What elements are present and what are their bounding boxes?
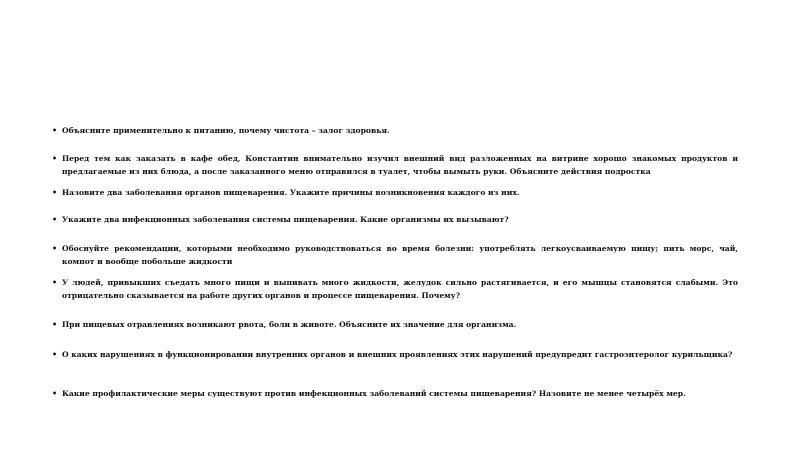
list-item xyxy=(52,186,738,199)
question-text: Назовите два заболевания органов пищеварения. Укажите причины возникновения каждого из них. xyxy=(62,188,520,197)
bullet-icon: • xyxy=(52,388,58,398)
question-text: Какие профилактические меры существуют против инфекционных заболеваний системы пищеварения? Назовите не менее четырёх мер. xyxy=(62,389,686,398)
question-text: Укажите два инфекционных заболевания системы пищеварения. Какие организмы их вызывают? xyxy=(62,215,509,224)
list-item xyxy=(52,124,738,137)
question-text: Перед тем как заказать в кафе обед, Константин внимательно изучил внешний вид разложенных на витрине хорошо знакомых продуктов и предлагаемые из них блюда, а после заказанного меню отправился в туалет, чтобы вымыть руки. Объясните действия подростка xyxy=(62,154,738,176)
bullet-icon: • xyxy=(52,349,58,359)
question-text: У людей, привыкших съедать много пищи и выпивать много жидкости, желудок сильно растягивается, и его мышцы становятся слабыми. Это отрицательно сказывается на работе других органов и процессе пищеварения. Почему? xyxy=(62,278,738,300)
list-item xyxy=(52,152,738,178)
bullet-icon: • xyxy=(52,187,58,197)
bullet-icon: • xyxy=(52,319,58,329)
bullet-icon: • xyxy=(52,243,58,253)
question-text: О каких нарушениях в функционировании внутренних органов и внешних проявлениях этих нарушений предупредит гастроэнтеролог курильщика? xyxy=(62,350,733,359)
bullet-icon: • xyxy=(52,214,58,224)
bullet-icon: • xyxy=(52,277,58,287)
question-text: Обоснуйте рекомендации, которыми необходимо руководствоваться во время болезни: употреблять легкоусваиваемую пищу; пить морс, чай, компот и вообще побольше жидкости xyxy=(62,244,738,266)
list-item xyxy=(52,348,738,361)
list-item xyxy=(52,213,738,226)
bullet-icon: • xyxy=(52,153,58,163)
question-text: Объясните применительно к питанию, почему чистота – залог здоровья. xyxy=(62,126,390,135)
list-item xyxy=(52,387,738,400)
bullet-icon: • xyxy=(52,125,58,135)
list-item xyxy=(52,276,738,302)
question-text: При пищевых отравлениях возникают рвота, боли в животе. Объясните их значение для организма. xyxy=(62,320,517,329)
list-item xyxy=(52,242,738,268)
list-item xyxy=(52,318,738,331)
